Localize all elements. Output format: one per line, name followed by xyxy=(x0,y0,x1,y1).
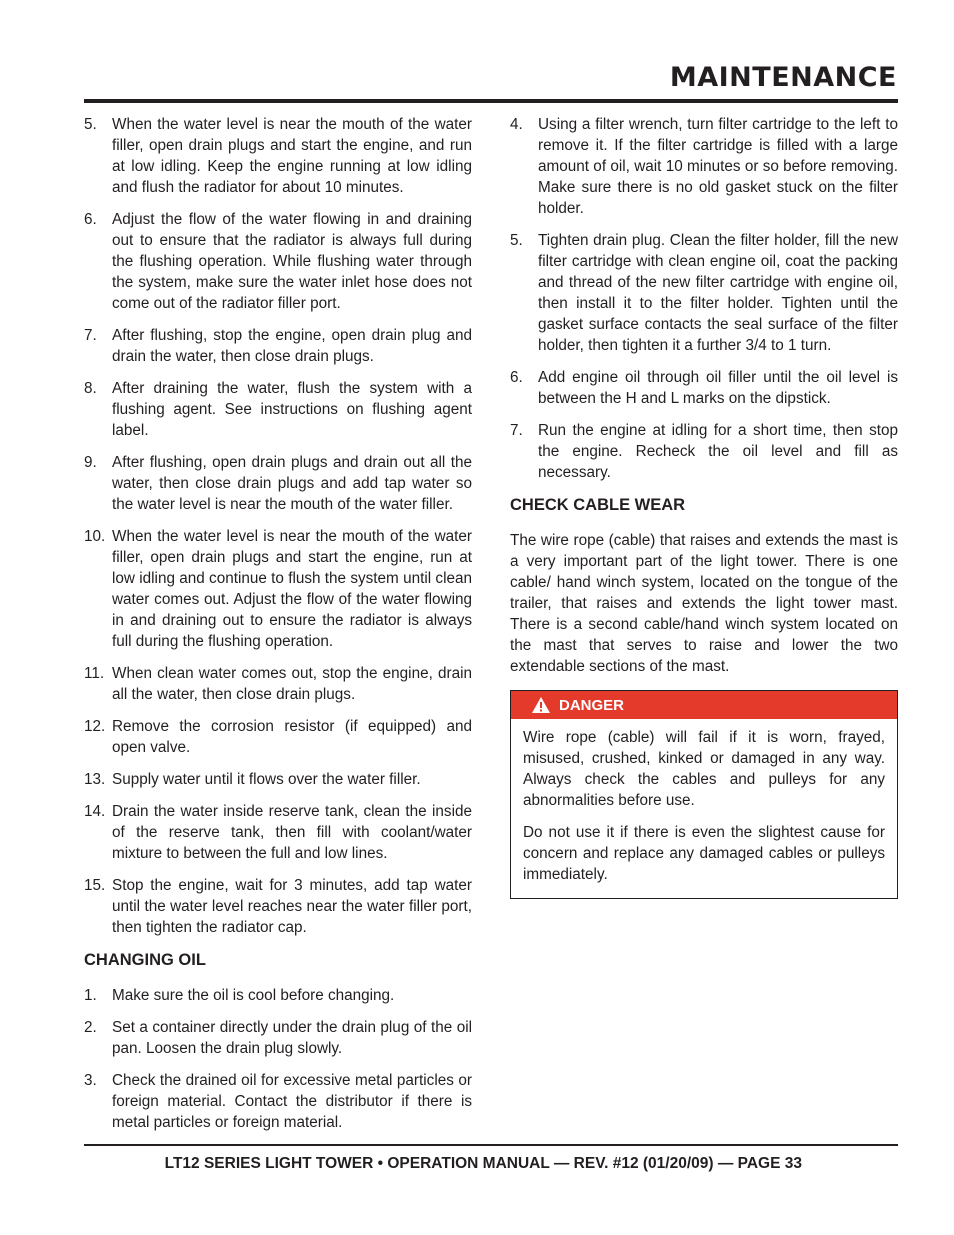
item-number: 8. xyxy=(84,380,97,397)
item-number: 9. xyxy=(84,454,97,471)
left-column xyxy=(84,114,472,1144)
danger-header xyxy=(511,691,897,719)
danger-callout xyxy=(510,690,898,899)
item-number: 14. xyxy=(84,803,106,820)
item-number: 15. xyxy=(84,877,106,894)
item-number: 11. xyxy=(84,665,105,682)
item-text: Remove the corrosion resistor (if equipped) and open valve. xyxy=(112,718,472,756)
item-text: Tighten drain plug. Clean the filter holder, fill the new filter cartridge with clean engine oil, coat the packing and thread of the new filter cartridge with engine oil, then install it to the filter holder. Tighten until the gasket surface contacts the seal surface of the filter holder, then tighten it a further 3/4 to 1 turn. xyxy=(538,232,898,354)
item-number: 6. xyxy=(84,211,97,228)
list-item xyxy=(84,452,472,515)
item-text: After flushing, stop the engine, open drain plug and drain the water, then close drain plugs. xyxy=(112,327,472,365)
item-number: 2. xyxy=(84,1019,97,1036)
section-heading-changing-oil: CHANGING OIL xyxy=(84,951,206,969)
item-number: 12. xyxy=(84,718,106,735)
right-column xyxy=(510,114,898,899)
list-item xyxy=(84,663,472,705)
footer-divider xyxy=(84,1144,898,1146)
item-text: Adjust the flow of the water flowing in and draining out to ensure that the radiator is always full during the flushing operation. While flushing water through the system, make sure the water inlet hose does not come out of the radiator filler port. xyxy=(112,211,472,312)
item-text: Run the engine at idling for a short time, then stop the engine. Recheck the oil level and fill as necessary. xyxy=(538,422,898,481)
item-text: Using a filter wrench, turn filter cartridge to the left to remove it. If the filter cartridge is filled with a large amount of oil, wait 10 minutes or so before removing. Make sure there is no old gasket stuck on the filter holder. xyxy=(538,116,898,217)
danger-body xyxy=(511,719,897,898)
item-number: 10. xyxy=(84,528,106,545)
oil-steps-list xyxy=(84,985,472,1133)
item-number: 5. xyxy=(510,232,523,249)
item-text: Stop the engine, wait for 3 minutes, add tap water until the water level reaches near the water filler port, then tighten the radiator cap. xyxy=(112,877,472,936)
item-text: After draining the water, flush the system with a flushing agent. See instructions on flushing agent label. xyxy=(112,380,472,439)
danger-paragraph: Wire rope (cable) will fail if it is worn, frayed, misused, crushed, kinked or damaged in any way. Always check the cables and pulleys for any abnormalities before use. xyxy=(523,729,885,809)
list-item xyxy=(84,114,472,198)
section-heading-check-cable-wear: CHECK CABLE WEAR xyxy=(510,496,686,514)
item-number: 1. xyxy=(84,987,97,1004)
item-number: 5. xyxy=(84,116,97,133)
item-text: Set a container directly under the drain plug of the oil pan. Loosen the drain plug slowly. xyxy=(112,1019,472,1057)
item-number: 7. xyxy=(84,327,97,344)
list-item xyxy=(84,716,472,758)
oil-steps-continued-list xyxy=(510,114,898,483)
page-title: MAINTENANCE xyxy=(669,62,897,93)
list-item xyxy=(510,230,898,356)
list-item xyxy=(84,526,472,652)
header-divider xyxy=(84,99,898,103)
danger-paragraph: Do not use it if there is even the slightest cause for concern and replace any damaged cables or pulleys immediately. xyxy=(523,824,885,883)
flushing-steps-list xyxy=(84,114,472,938)
list-item xyxy=(510,420,898,483)
item-number: 13. xyxy=(84,771,106,788)
item-number: 4. xyxy=(510,116,523,133)
item-text: Make sure the oil is cool before changing. xyxy=(112,987,395,1004)
item-number: 3. xyxy=(84,1072,97,1089)
item-text: After flushing, open drain plugs and drain out all the water, then close drain plugs and add tap water so the water level is near the mouth of the water filler. xyxy=(112,454,472,513)
warning-triangle-icon xyxy=(531,696,551,714)
list-item xyxy=(84,378,472,441)
page-footer: LT12 SERIES LIGHT TOWER • OPERATION MANUAL — REV. #12 (01/20/09) — PAGE 33 xyxy=(164,1155,802,1172)
item-text: When clean water comes out, stop the engine, drain all the water, then close drain plugs. xyxy=(112,665,472,703)
list-item xyxy=(510,367,898,409)
list-item xyxy=(84,1070,472,1133)
item-text: When the water level is near the mouth of the water filler, open drain plugs and start the engine, and run at low idling. Keep the engine running at low idling and flush the radiator for about 10 minutes. xyxy=(112,116,472,196)
item-text: Check the drained oil for excessive metal particles or foreign material. Contact the distributor if there is metal particles or foreign material. xyxy=(112,1072,472,1131)
item-number: 6. xyxy=(510,369,523,386)
cable-paragraph: The wire rope (cable) that raises and extends the mast is a very important part of the light tower. There is one cable/ hand winch system, located on the tongue of the trailer, that raises and extends the light tower mast. There is a second cable/hand winch system located on the mast that serves to raise and lower the two extendable sections of the mast. xyxy=(510,532,898,675)
list-item xyxy=(84,875,472,938)
item-text: When the water level is near the mouth of the water filler, open drain plugs and start the engine, run at low idling and continue to flush the system until clean water comes out. Adjust the flow of the water flowing in and draining out to ensure the radiator is always full during the flushing operation. xyxy=(112,528,472,650)
item-text: Drain the water inside reserve tank, clean the inside of the reserve tank, then fill with coolant/water mixture to between the full and low lines. xyxy=(112,803,472,862)
list-item xyxy=(510,114,898,219)
list-item xyxy=(84,801,472,864)
danger-label: DANGER xyxy=(559,696,625,714)
list-item xyxy=(84,209,472,314)
item-number: 7. xyxy=(510,422,523,439)
list-item xyxy=(84,1017,472,1059)
item-text: Add engine oil through oil filler until the oil level is between the H and L marks on the dipstick. xyxy=(538,369,898,407)
item-text: Supply water until it flows over the water filler. xyxy=(112,771,421,788)
list-item xyxy=(84,325,472,367)
list-item xyxy=(84,985,472,1006)
list-item xyxy=(84,769,472,790)
